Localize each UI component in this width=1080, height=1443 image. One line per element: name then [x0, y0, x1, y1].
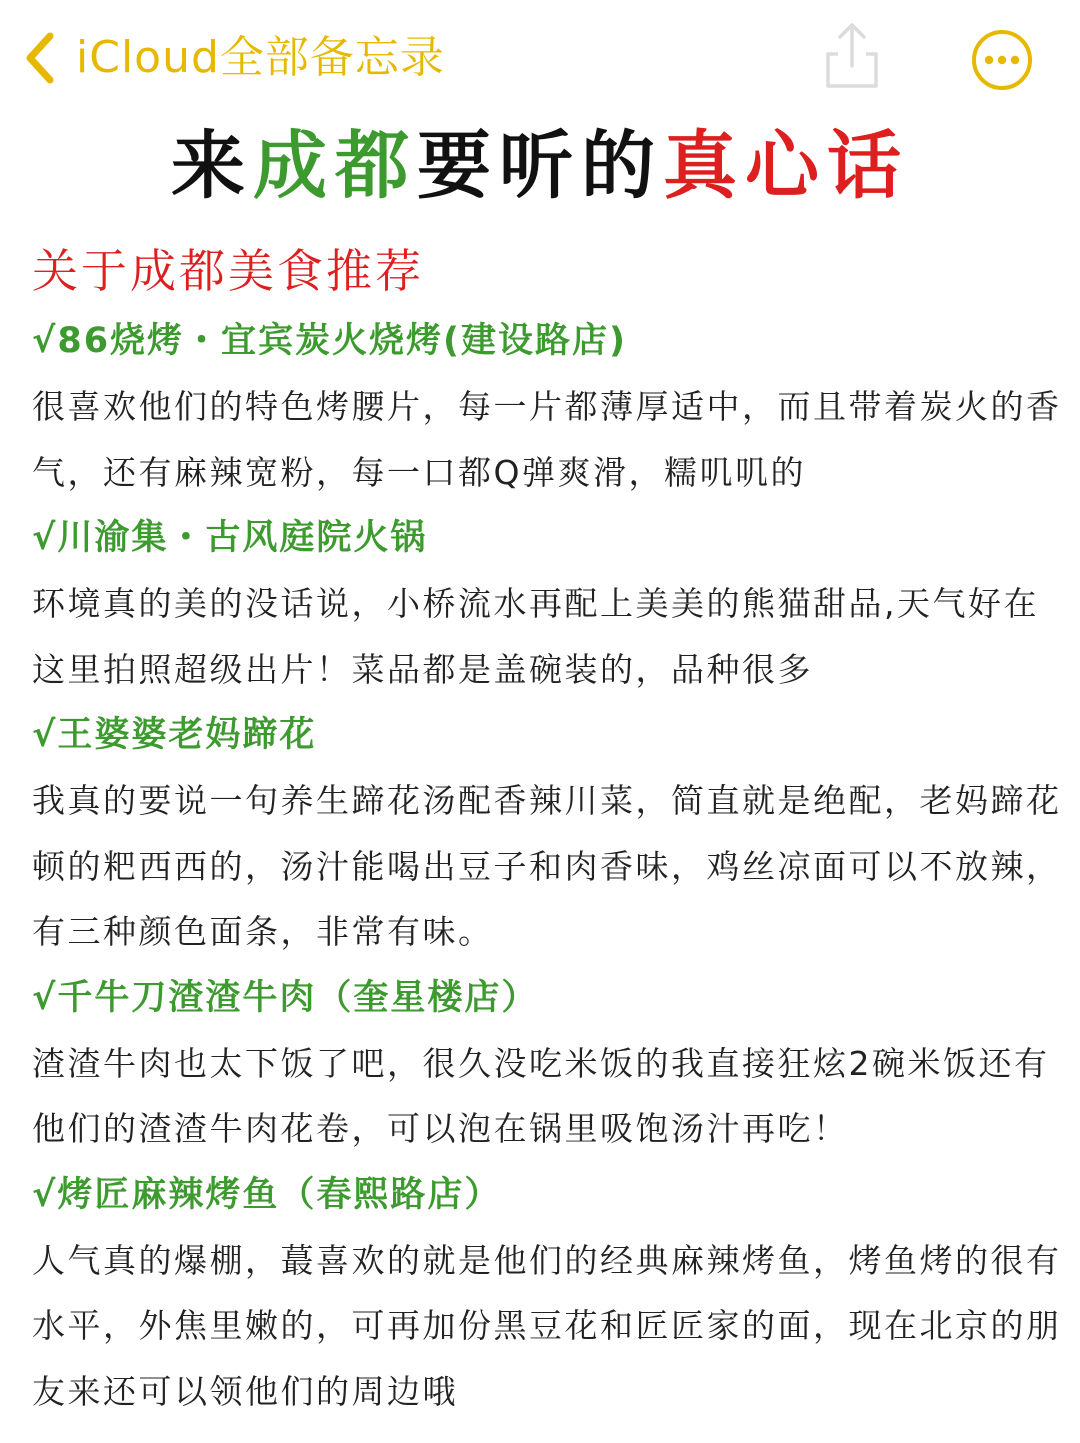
back-button[interactable]	[22, 26, 445, 90]
title-part-green: 成都	[253, 123, 417, 209]
item-title: √王婆婆老妈蹄花	[32, 715, 317, 755]
note-title	[0, 118, 1080, 214]
more-icon	[970, 77, 1034, 96]
more-button[interactable]	[970, 28, 1034, 92]
item-title: √86烧烤・宜宾炭火烧烤(建设路店)	[32, 321, 628, 361]
title-part-black-1: 来	[171, 123, 253, 209]
note-body	[32, 236, 1072, 1424]
title-part-red: 真心话	[663, 123, 909, 209]
item-description: 很喜欢他们的特色烤腰片，每一片都薄厚适中，而且带着炭火的香气，还有麻辣宽粉，每一口都Q弹爽滑，糯叽叽的	[32, 387, 1062, 492]
item-description: 环境真的美的没话说，小桥流水再配上美美的熊猫甜品,天气好在这里拍照超级出片！菜品都是盖碗装的，品种很多	[32, 584, 1039, 689]
item-title: √川渝集・古风庭院火锅	[32, 518, 428, 558]
list-item	[32, 308, 1072, 505]
item-title: √千牛刀渣渣牛肉（奎星楼店）	[32, 977, 539, 1018]
chevron-left-icon	[22, 30, 56, 86]
item-description: 人气真的爆棚，蕞喜欢的就是他们的经典麻辣烤鱼，烤鱼烤的很有水平，外焦里嫩的，可再加份黑豆花和匠匠家的面，现在北京的朋友来还可以领他们的周边哦	[32, 1240, 1062, 1411]
share-icon	[820, 77, 884, 96]
item-title: √烤匠麻辣烤鱼（春熙路店）	[32, 1174, 502, 1215]
section-heading: 关于成都美食推荐	[32, 244, 424, 298]
list-item	[32, 702, 1072, 965]
item-description: 渣渣牛肉也太下饭了吧，很久没吃米饭的我直接狂炫2碗米饭还有他们的渣渣牛肉花卷，可以泡在锅里吸饱汤汁再吃！	[32, 1043, 1050, 1148]
list-item	[32, 505, 1072, 702]
list-item	[32, 965, 1072, 1162]
title-part-black-2: 要听的	[417, 123, 663, 209]
list-item	[32, 1162, 1072, 1425]
share-button[interactable]	[820, 20, 884, 92]
back-label: iCloud全部备忘录	[76, 32, 445, 83]
item-description: 我真的要说一句养生蹄花汤配香辣川菜，简直就是绝配，老妈蹄花顿的粑西西的，汤汁能喝出豆子和肉香味，鸡丝凉面可以不放辣，有三种颜色面条，非常有味。	[32, 781, 1062, 951]
navigation-bar	[0, 0, 1080, 118]
